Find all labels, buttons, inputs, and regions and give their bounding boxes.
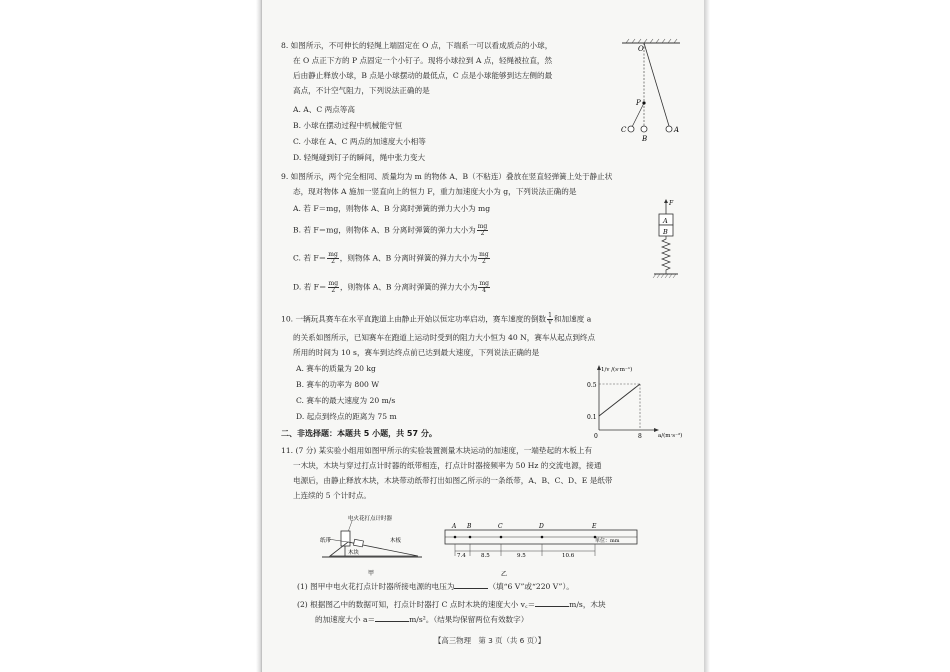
q11-sub-2-post: m/s，木块 <box>569 600 606 609</box>
caption-yi: 乙 <box>501 571 508 578</box>
point-e: E <box>592 523 597 530</box>
q9-option-b[interactable] <box>293 224 489 237</box>
x-axis-label: a/(m·s⁻²) <box>658 433 683 439</box>
q9-c-den: 2 <box>482 258 486 265</box>
q10-inverse-velocity-fraction <box>547 313 553 326</box>
q9-option-b-fraction <box>477 224 489 237</box>
q11-sub-2-pre: (2) 根据图乙中的数据可知，打点计时器打 C 点时木块的速度大小 v꜀＝ <box>297 600 536 609</box>
q10-option-c[interactable]: C. 赛车的最大速度为 20 m/s <box>296 396 396 405</box>
q10-line-2: 的关系如图所示，已知赛车在跑道上运动时受到的阻力大小恒为 40 N，赛车从起点到终点 <box>293 333 596 342</box>
q8-line-1: 8. 如图所示，不可伸长的轻绳上端固定在 O 点，下端系一可以看成质点的小球， <box>281 41 553 50</box>
point-a: A <box>452 523 457 530</box>
q10-option-b[interactable]: B. 赛车的功率为 800 W <box>296 380 380 389</box>
y-tick-0-1: 0.1 <box>587 414 597 421</box>
q9-option-c-pre: C. 若 F＝ <box>293 253 327 263</box>
q10-line-1-post: 和加速度 a <box>553 314 592 324</box>
answer-blank-voltage[interactable] <box>454 580 488 589</box>
q11-line-2: 一木块，木块与穿过打点计时器的纸带相连，打点计时器接频率为 50 Hz 的交流电源，接通 <box>293 461 602 470</box>
paper-tape-figure-yi <box>443 520 643 578</box>
q9-option-d-force-fraction <box>328 281 340 294</box>
q9-d-num: mg <box>479 280 489 287</box>
q9-c-fnum: mg <box>328 251 338 258</box>
apparatus-figure-jia <box>318 512 434 578</box>
q9-d-fden: 2 <box>331 287 336 294</box>
force-arrowhead <box>664 199 668 203</box>
page-footer: 【高三物理 第 3 页（共 6 页）】 <box>434 636 546 645</box>
q9-d-fnum: mg <box>328 280 339 287</box>
q11-sub-3-post: m/s²。（结果均保留两位有效数字） <box>409 615 529 624</box>
tape-label: 纸带 <box>320 538 332 544</box>
label-block-b: B <box>663 228 668 236</box>
board-label: 木板 <box>390 538 402 544</box>
q8-option-d[interactable]: D. 轻绳碰到钉子的瞬间，绳中张力变大 <box>293 153 426 162</box>
q9-b-num: mg <box>477 223 488 230</box>
q9-option-c-fraction <box>478 252 490 265</box>
timer-leader <box>348 521 352 532</box>
ground-hatch <box>653 274 676 278</box>
q10-option-a[interactable]: A. 赛车的质量为 20 kg <box>296 364 376 373</box>
q8-line-4: 高点，不计空气阻力，下列说法正确的是 <box>293 86 430 95</box>
page-shadow-right <box>704 0 710 672</box>
string-to-a <box>644 43 669 126</box>
timer-label: 电火花打点计时器 <box>348 516 393 522</box>
q11-sub-1 <box>297 580 574 592</box>
q8-option-a[interactable]: A. A、C 两点等高 <box>293 105 355 114</box>
q9-c-fden: 2 <box>331 258 335 265</box>
y-tick-0-5: 0.5 <box>587 382 597 389</box>
q9-b-den: 2 <box>480 230 485 237</box>
q9-line-2: 态，现对物体 A 施加一竖直向上的恒力 F，重力加速度大小为 g，下列说法正确的是 <box>293 187 577 196</box>
label-p: P <box>636 99 641 107</box>
gap-cd: 9.5 <box>517 553 526 559</box>
dot-d <box>541 536 544 539</box>
ball-a <box>666 126 672 132</box>
q9-option-d-mid: ，则物体 A、B 分离时弹簧的弹力大小为 <box>340 282 478 292</box>
q11-sub-1-post: （填“6 V”或“220 V”）。 <box>488 582 574 591</box>
gap-de: 10.6 <box>562 553 575 559</box>
q8-line-2: 在 O 点正下方的 P 点固定一个小钉子。现将小球拉到 A 点，轻绳被拉直，然 <box>293 56 553 65</box>
q9-option-a[interactable] <box>293 204 490 214</box>
q9-option-a-text: A. 若 F＝mg，则物体 A、B 分离时弹簧的弹力大小为 mg <box>293 204 491 213</box>
ball-c <box>628 126 634 132</box>
q10-frac-num: 1 <box>548 312 552 319</box>
answer-blank-acceleration[interactable] <box>375 613 409 622</box>
label-block-a: A <box>663 217 668 225</box>
dot-c <box>500 536 503 539</box>
label-a: A <box>674 126 680 134</box>
label-f: F <box>669 200 674 207</box>
dot-a <box>454 536 457 539</box>
q8-line-3: 后由静止释放小球，B 点是小球摆动的最低点，C 点是小球能够到达左侧的最 <box>293 71 553 80</box>
q11-line-4: 上连续的 5 个计时点。 <box>293 491 372 500</box>
label-b: B <box>642 135 648 142</box>
point-b: B <box>467 523 472 530</box>
inverse-velocity-graph <box>574 362 694 440</box>
q10-line-1 <box>281 313 591 326</box>
data-line <box>599 384 640 416</box>
label-o: O <box>638 45 644 53</box>
q9-option-b-text: B. 若 F＝mg，则物体 A、B 分离时弹簧的弹力大小为 <box>293 225 476 235</box>
q11-line-1: 11. (7 分) 某实验小组用如图甲所示的实验装置测量木块运动的加速度，一端垫起的木板上有 <box>281 446 593 455</box>
q10-frac-den: v <box>548 319 552 326</box>
q9-line-1: 9. 如图所示，两个完全相同、质量均为 m 的物体 A、B（不粘连）叠放在竖直轻弹簧上处于静止状 <box>281 172 613 181</box>
unit-label: 单位：mm <box>595 538 620 544</box>
q10-line-3: 所用的时间为 10 s，赛车到达终点前已达到最大速度，下列说法正确的是 <box>293 348 540 357</box>
q9-c-num: mg <box>479 251 489 258</box>
answer-blank-velocity[interactable] <box>535 598 569 607</box>
label-c: C <box>621 126 627 134</box>
q9-option-c-mid: ，则物体 A、B 分离时弹簧的弹力大小为 <box>339 253 478 263</box>
y-axis-label: 1/v /(s·m⁻¹) <box>601 367 633 373</box>
q10-option-d[interactable]: D. 起点到终点的距离为 75 m <box>296 412 397 421</box>
q9-option-d[interactable] <box>293 281 491 294</box>
point-d: D <box>539 523 544 530</box>
gap-bc: 8.5 <box>481 553 490 559</box>
block-label: 木块 <box>348 550 360 556</box>
dot-b <box>469 536 472 539</box>
x-tick-0: 0 <box>594 433 598 440</box>
q11-sub-1-pre: (1) 图甲中电火花打点计时器所接电源的电压为 <box>297 582 455 591</box>
caption-jia: 甲 <box>368 570 375 577</box>
q11-sub-3 <box>315 613 528 625</box>
q8-option-b[interactable]: B. 小球在摆动过程中机械能守恒 <box>293 121 403 130</box>
q9-d-den: 4 <box>482 287 487 294</box>
spring-coil <box>662 236 670 274</box>
pendulum-figure <box>618 38 688 142</box>
ball-b <box>641 126 647 132</box>
x-tick-8: 8 <box>638 433 642 440</box>
q9-option-d-pre: D. 若 F＝ <box>293 282 327 292</box>
nail-p <box>642 101 645 104</box>
gap-ab: 7.4 <box>457 553 466 559</box>
ceiling-hatch <box>626 39 677 43</box>
q11-sub-2 <box>297 598 606 610</box>
spring-figure <box>648 198 688 282</box>
q9-option-c[interactable] <box>293 252 491 265</box>
q9-option-d-fraction <box>478 281 490 294</box>
q11-sub-3-pre: 的加速度大小 a＝ <box>315 615 376 624</box>
wooden-block <box>354 539 364 547</box>
section-2-heading: 二、非选择题：本题共 5 小题，共 57 分。 <box>281 429 437 438</box>
q8-option-c[interactable]: C. 小球在 A、C 两点的加速度大小相等 <box>293 137 426 146</box>
q11-line-3: 电源后，由静止释放木块，木块带动纸带打出如图乙所示的一条纸带，A、B、C、D、E 是纸带 <box>293 476 613 485</box>
point-c: C <box>498 523 503 530</box>
x-axis-arrow <box>654 428 659 432</box>
q9-option-c-force-fraction <box>327 252 339 265</box>
q10-line-1-pre: 10. 一辆玩具赛车在水平直跑道上由静止开始以恒定功率启动，赛车速度的倒数 <box>281 314 547 324</box>
